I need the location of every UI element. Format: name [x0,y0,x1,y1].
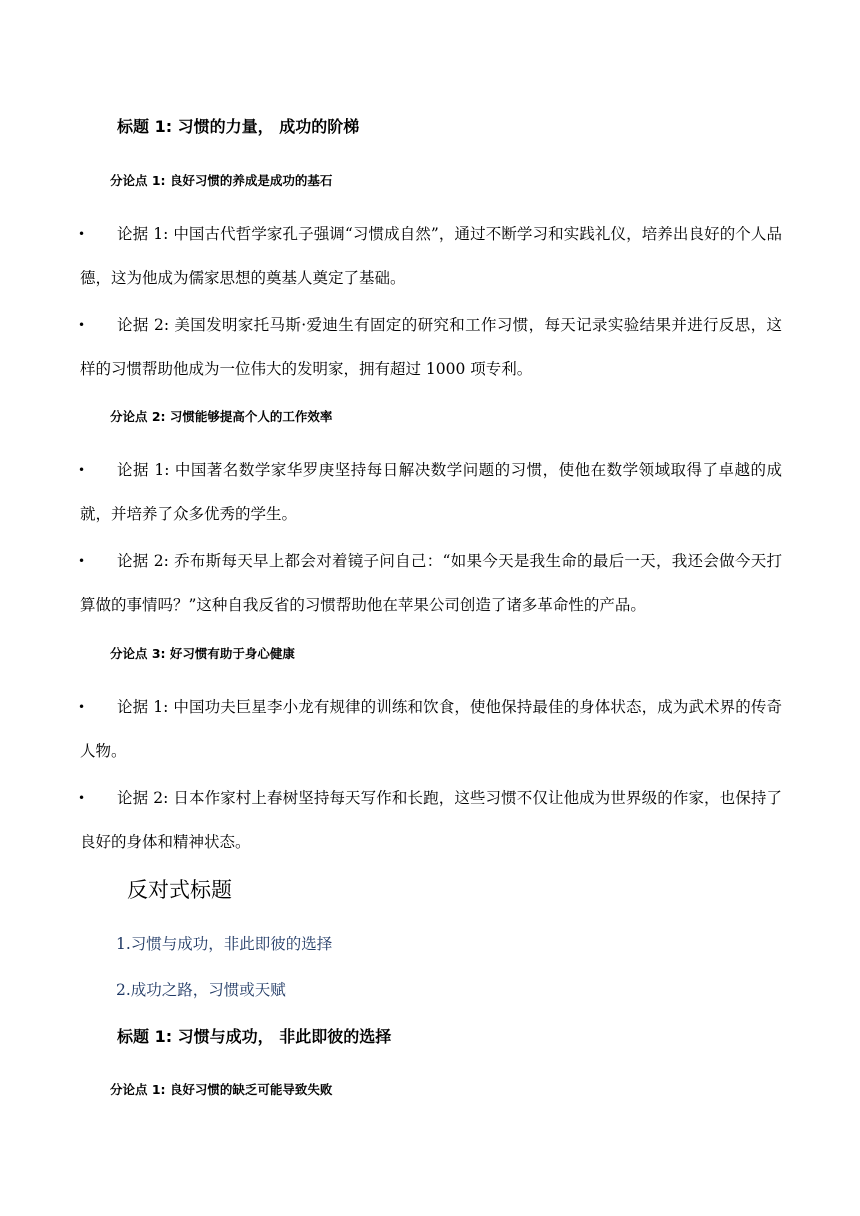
argument-text: 论据 2: 美国发明家托马斯·爱迪生有固定的研究和工作习惯，每天记录实验结果并进行反思，这样的习惯帮助他成为一位伟大的发明家，拥有超过 1000 项专利。 [80,316,782,378]
argument-paragraph [80,212,782,300]
argument-text: 论据 1: 中国著名数学家华罗庚坚持每日解决数学问题的习惯，使他在数学领域取得了卓越的成就，并培养了众多优秀的学生。 [80,461,782,523]
bullet-icon: • [78,554,86,568]
opposing-heading: 反对式标题 [127,878,232,902]
argument-paragraph [80,448,782,536]
bullet-icon: • [78,700,86,714]
argument-paragraph [80,539,782,627]
argument-paragraph [80,303,782,391]
argument-text: 论据 2: 乔布斯每天早上都会对着镜子问自己：“如果今天是我生命的最后一天，我还会做今天打算做的事情吗？”这种自我反省的习惯帮助他在苹果公司创造了诸多革命性的产品。 [80,552,782,614]
bullet-icon: • [78,791,86,805]
argument-paragraph [80,776,782,864]
section-title: 标题 1: 习惯的力量， 成功的阶梯 [117,117,360,136]
argument-paragraph [80,685,782,773]
argument-text: 论据 1: 中国功夫巨星李小龙有规律的训练和饮食，使他保持最佳的身体状态，成为武术界的传奇人物。 [80,698,782,760]
bullet-icon: • [78,227,86,241]
numbered-item: 2.成功之路，习惯或天赋 [116,981,286,999]
section-title: 标题 1: 习惯与成功， 非此即彼的选择 [117,1027,392,1046]
argument-text: 论据 2: 日本作家村上春树坚持每天写作和长跑，这些习惯不仅让他成为世界级的作家，也保持了良好的身体和精神状态。 [80,789,782,851]
bullet-icon: • [78,463,86,477]
sub-point-heading: 分论点 1: 良好习惯的缺乏可能导致失败 [110,1082,333,1097]
bullet-icon: • [78,318,86,332]
argument-text: 论据 1: 中国古代哲学家孔子强调“习惯成自然”，通过不断学习和实践礼仪，培养出良好的个人品德，这为他成为儒家思想的奠基人奠定了基础。 [80,225,782,287]
sub-point-heading: 分论点 3: 好习惯有助于身心健康 [110,646,295,661]
numbered-item: 1.习惯与成功，非此即彼的选择 [116,935,333,953]
sub-point-heading: 分论点 1: 良好习惯的养成是成功的基石 [110,173,333,188]
sub-point-heading: 分论点 2: 习惯能够提高个人的工作效率 [110,409,333,424]
